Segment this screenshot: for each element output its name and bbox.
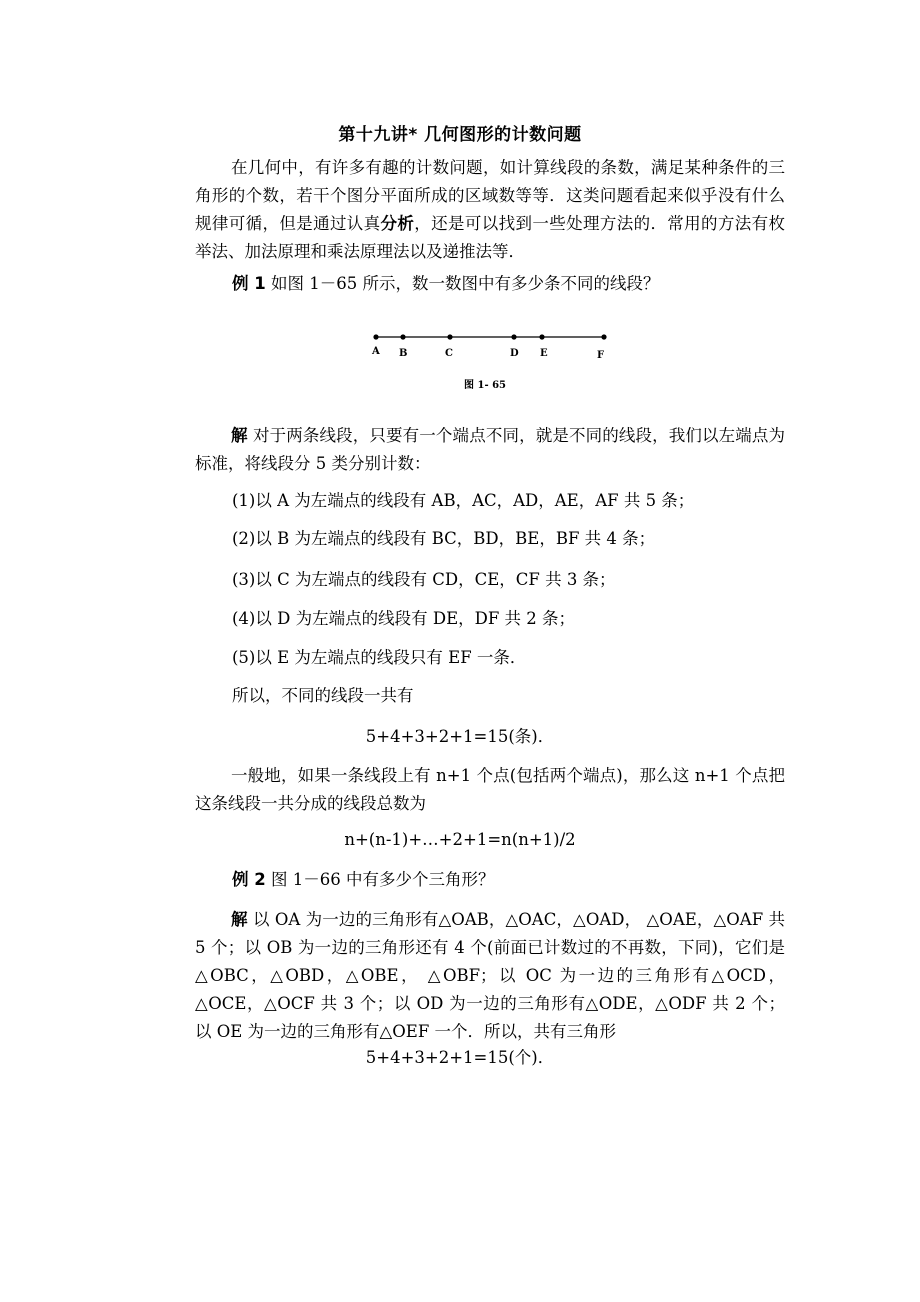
solution-2-label: 解 (231, 910, 248, 929)
page-title: 第十九讲* 几何图形的计数问题 (338, 125, 582, 145)
point-f (601, 334, 606, 339)
label-f: F (597, 350, 605, 361)
example-1 (232, 270, 659, 298)
label-c: C (445, 348, 453, 359)
figure-caption: 图 1- 65 (464, 380, 506, 391)
figure-1-65 (360, 322, 620, 397)
formula-general: n+(n-1)+…+2+1=n(n+1)/2 (344, 830, 576, 849)
intro-text-a: 在几何中，有许多有趣的计数问题，如计算线段的条数，满足某种条件的三角形的个数，若干个图分平面所成的区域数等等．这类问题看起来似乎没有什么规律可循，但是通过认真 (195, 158, 785, 233)
case-item: (1)以 A 为左端点的线段有 AB，AC，AD，AE，AF 共 5 条； (232, 491, 695, 510)
point-c (447, 334, 452, 339)
intro-paragraph (195, 154, 785, 266)
solution-1-label: 解 (231, 426, 248, 445)
case-item: (5)以 E 为左端点的线段只有 EF 一条． (232, 648, 527, 667)
label-e: E (540, 348, 548, 359)
point-b (400, 334, 405, 339)
case-item: (2)以 B 为左端点的线段有 BC，BD，BE，BF 共 4 条； (232, 529, 656, 548)
label-b: B (399, 348, 408, 359)
solution-2-paragraph (195, 906, 785, 1046)
formula-1: 5+4+3+2+1=15(条)． (365, 727, 555, 746)
label-a: A (372, 346, 380, 357)
segment-diagram (360, 322, 620, 397)
formula-2: 5+4+3+2+1=15(个)． (365, 1048, 555, 1067)
case-item: (4)以 D 为左端点的线段有 DE，DF 共 2 条； (232, 609, 576, 628)
solution-1-text: 对于两条线段，只要有一个端点不同，就是不同的线段，我们以左端点为标准，将线段分 5 类分别计数： (195, 426, 786, 473)
example-2-question: 图 1－66 中有多少个三角形？ (265, 870, 495, 889)
point-e (539, 334, 544, 339)
solution-2-text: 以 OA 为一边的三角形有△OAB，△OAC，△OAD， △OAE，△OAF 共 5 个；以 OB 为一边的三角形还有 4 个(前面已计数过的不再数，下同)，它们是△OBC，△OBD，△OBE， △OBF；以 OC 为一边的三角形有△OCD，△OCE，△OCF 共 3 个；以 OD 为一边的三角形有△ODE，△ODF 共 2 个；以 OE 为一边的三角形有△OEF 一个．所以，共有三角形 (195, 910, 786, 1041)
example-1-question: 如图 1－65 所示，数一数图中有多少条不同的线段？ (265, 274, 660, 293)
point-d (511, 334, 516, 339)
case-item: (3)以 C 为左端点的线段有 CD，CE，CF 共 3 条； (232, 570, 616, 589)
general-paragraph: 一般地，如果一条线段上有 n+1 个点(包括两个端点)，那么这 n+1 个点把这条线段一共分成的线段总数为 (195, 766, 785, 813)
label-d: D (510, 348, 519, 359)
point-a (373, 334, 378, 339)
intro-bold-word: 分析 (380, 214, 415, 233)
intro-text-b: ，还是可以找到一些处理方法的．常用的方法有枚举法、加法原理和乘法原理法以及递推法等． (195, 214, 786, 261)
example-1-label: 例 1 (232, 274, 266, 293)
solution-1-paragraph (195, 422, 785, 478)
conclusion-text: 所以，不同的线段一共有 (232, 686, 414, 705)
example-2-label: 例 2 (232, 870, 266, 889)
example-2 (232, 866, 494, 894)
